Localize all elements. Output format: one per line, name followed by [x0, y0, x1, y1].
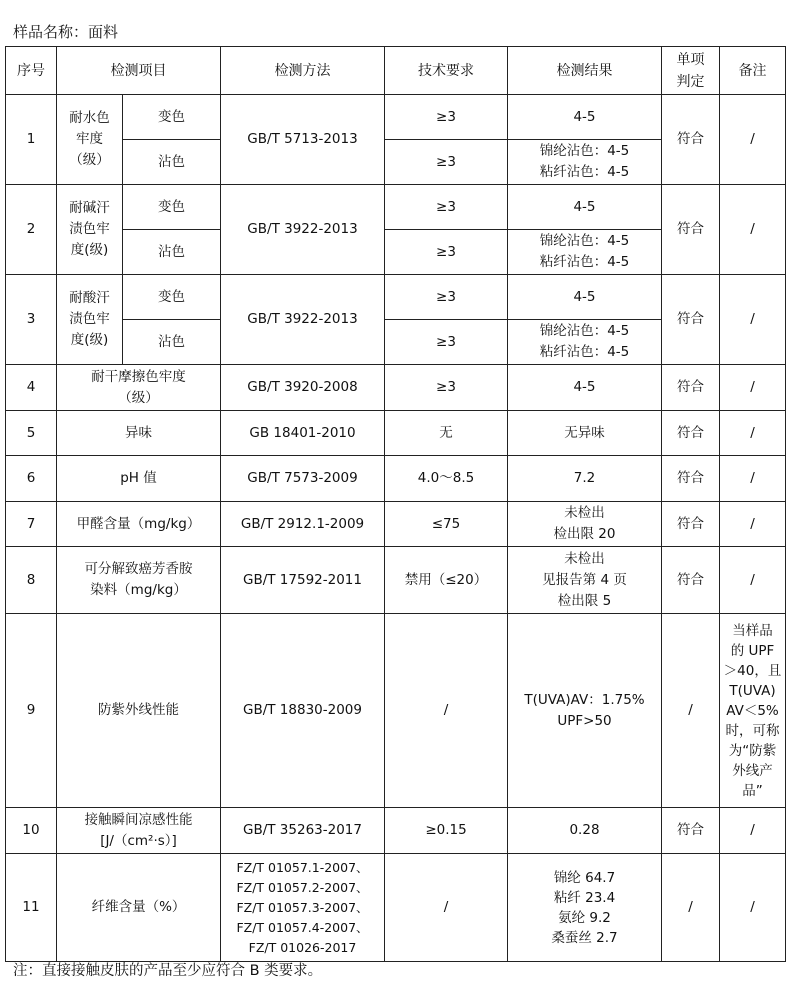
row-remark: /: [720, 547, 786, 614]
row-item: 耐水色 牢度 （级）: [57, 95, 123, 185]
row-result: 0.28: [508, 808, 662, 854]
row-method: GB/T 3920-2008: [221, 365, 385, 411]
row-seq: 10: [6, 808, 57, 854]
row-requirement: ≥3: [385, 275, 508, 320]
table-row: [6, 95, 786, 140]
row-seq: 11: [6, 854, 57, 962]
table-row: [6, 456, 786, 502]
table-row: [6, 411, 786, 456]
row-method: GB/T 3922-2013: [221, 185, 385, 275]
row-item: 纤维含量（%）: [57, 854, 221, 962]
row-requirement: ≥3: [385, 185, 508, 230]
header-requirement: 技术要求: [385, 47, 508, 95]
row-method: GB/T 18830-2009: [221, 614, 385, 808]
row-remark: /: [720, 808, 786, 854]
row-method: GB/T 35263-2017: [221, 808, 385, 854]
row-judge: 符合: [662, 456, 720, 502]
row-requirement: /: [385, 854, 508, 962]
row-item: 防紫外线性能: [57, 614, 221, 808]
row-item: 耐酸汗 渍色牢 度(级): [57, 275, 123, 365]
row-method: GB/T 17592-2011: [221, 547, 385, 614]
row-subitem: 变色: [123, 95, 221, 140]
header-method: 检测方法: [221, 47, 385, 95]
row-requirement: 无: [385, 411, 508, 456]
row-result: 4-5: [508, 95, 662, 140]
row-requirement: ≥3: [385, 140, 508, 185]
table-row: [6, 808, 786, 854]
header-row: [6, 47, 786, 95]
row-seq: 4: [6, 365, 57, 411]
row-requirement: 4.0～8.5: [385, 456, 508, 502]
row-result: 锦纶沾色：4-5 粘纤沾色：4-5: [508, 230, 662, 275]
test-report-table: [5, 46, 786, 962]
row-remark: /: [720, 275, 786, 365]
row-item: 甲醛含量（mg/kg）: [57, 502, 221, 547]
table-row: [6, 365, 786, 411]
row-result: 锦纶沾色：4-5 粘纤沾色：4-5: [508, 140, 662, 185]
row-result: 锦纶沾色：4-5 粘纤沾色：4-5: [508, 320, 662, 365]
row-subitem: 沾色: [123, 230, 221, 275]
header-remark: 备注: [720, 47, 786, 95]
row-subitem: 沾色: [123, 140, 221, 185]
header-item: 检测项目: [57, 47, 221, 95]
row-requirement: ≥3: [385, 230, 508, 275]
row-requirement: /: [385, 614, 508, 808]
row-remark: /: [720, 185, 786, 275]
row-subitem: 变色: [123, 185, 221, 230]
row-judge: 符合: [662, 185, 720, 275]
header-seq: 序号: [6, 47, 57, 95]
row-judge: 符合: [662, 502, 720, 547]
row-result: 4-5: [508, 275, 662, 320]
row-item: 接触瞬间凉感性能 [J/（cm²·s）]: [57, 808, 221, 854]
row-judge: /: [662, 854, 720, 962]
table-row: [6, 547, 786, 614]
row-result: 7.2: [508, 456, 662, 502]
row-method: GB/T 3922-2013: [221, 275, 385, 365]
table-row: [6, 614, 786, 808]
row-requirement: ≤75: [385, 502, 508, 547]
row-method: GB/T 2912.1-2009: [221, 502, 385, 547]
row-judge: 符合: [662, 95, 720, 185]
row-remark: 当样品 的 UPF ＞40，且 T(UVA) AV＜5% 时，可称 为“防紫 外线产 品”: [720, 614, 786, 808]
row-item: 异味: [57, 411, 221, 456]
row-item: 耐碱汗 渍色牢 度(级): [57, 185, 123, 275]
row-seq: 2: [6, 185, 57, 275]
table-row: [6, 275, 786, 320]
row-result: 无异味: [508, 411, 662, 456]
row-requirement: 禁用（≤20）: [385, 547, 508, 614]
row-remark: /: [720, 502, 786, 547]
row-remark: /: [720, 411, 786, 456]
row-subitem: 沾色: [123, 320, 221, 365]
row-judge: 符合: [662, 547, 720, 614]
row-seq: 1: [6, 95, 57, 185]
row-result: 4-5: [508, 185, 662, 230]
row-seq: 8: [6, 547, 57, 614]
row-judge: /: [662, 614, 720, 808]
row-subitem: 变色: [123, 275, 221, 320]
row-requirement: ≥3: [385, 320, 508, 365]
row-judge: 符合: [662, 411, 720, 456]
table-row: [6, 185, 786, 230]
header-result: 检测结果: [508, 47, 662, 95]
row-judge: 符合: [662, 365, 720, 411]
row-result: 未检出 检出限 20: [508, 502, 662, 547]
header-judge: 单项 判定: [662, 47, 720, 95]
row-seq: 3: [6, 275, 57, 365]
sample-name: 样品名称：面料: [13, 23, 119, 41]
row-judge: 符合: [662, 808, 720, 854]
table-row: [6, 502, 786, 547]
row-seq: 7: [6, 502, 57, 547]
row-requirement: ≥3: [385, 95, 508, 140]
row-method: GB 18401-2010: [221, 411, 385, 456]
row-item: pH 值: [57, 456, 221, 502]
row-requirement: ≥0.15: [385, 808, 508, 854]
row-remark: /: [720, 854, 786, 962]
row-method: GB/T 7573-2009: [221, 456, 385, 502]
row-seq: 9: [6, 614, 57, 808]
row-judge: 符合: [662, 275, 720, 365]
row-result: 未检出 见报告第 4 页 检出限 5: [508, 547, 662, 614]
row-method: FZ/T 01057.1-2007、 FZ/T 01057.2-2007、 FZ/T 01057.3-2007、 FZ/T 01057.4-2007、 FZ/T 01026-2017: [221, 854, 385, 962]
row-result: 锦纶 64.7 粘纤 23.4 氨纶 9.2 桑蚕丝 2.7: [508, 854, 662, 962]
row-result: 4-5: [508, 365, 662, 411]
row-item: 可分解致癌芳香胺 染料（mg/kg）: [57, 547, 221, 614]
row-remark: /: [720, 365, 786, 411]
row-method: GB/T 5713-2013: [221, 95, 385, 185]
row-remark: /: [720, 95, 786, 185]
footnote: 注：直接接触皮肤的产品至少应符合 B 类要求。: [13, 963, 323, 979]
row-result: T(UVA)AV：1.75% UPF>50: [508, 614, 662, 808]
row-remark: /: [720, 456, 786, 502]
row-seq: 5: [6, 411, 57, 456]
row-item: 耐干摩擦色牢度 （级）: [57, 365, 221, 411]
table-row: [6, 854, 786, 962]
row-seq: 6: [6, 456, 57, 502]
row-requirement: ≥3: [385, 365, 508, 411]
